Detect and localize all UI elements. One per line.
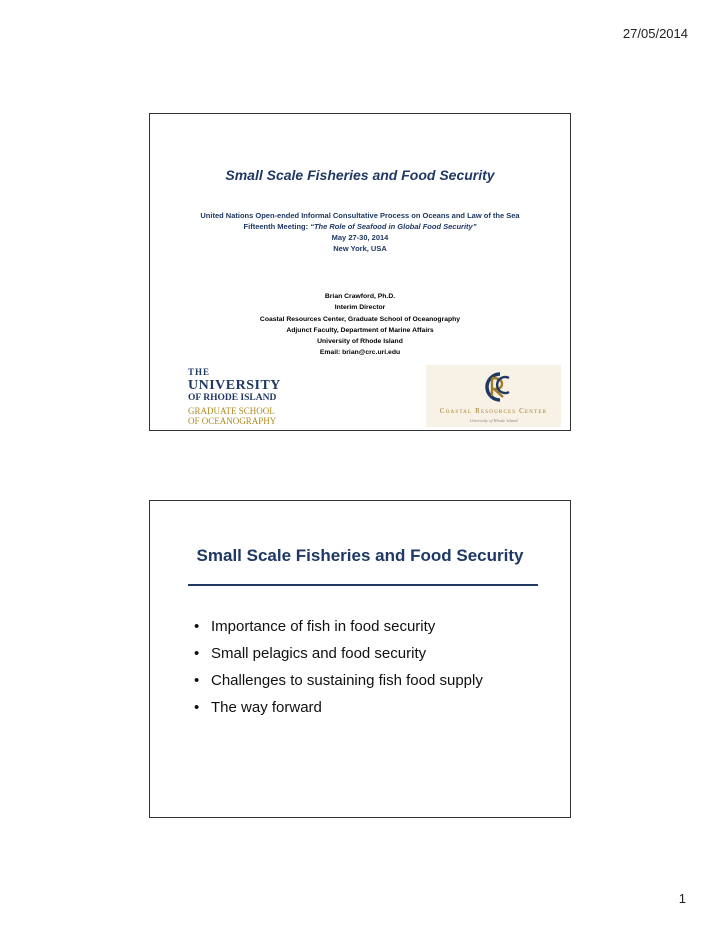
list-item-text: Importance of fish in food security — [211, 618, 436, 635]
uri-logo-line5: OF OCEANOGRAPHY — [188, 415, 277, 426]
page-number: 1 — [678, 891, 686, 906]
uri-gso-logo — [188, 368, 281, 426]
list-item — [194, 667, 483, 694]
event-location: New York, USA — [333, 244, 387, 253]
page-date: 27/05/2014 — [622, 26, 688, 41]
event-line1: United Nations Open-ended Informal Consultative Process on Oceans and Law of the Sea — [200, 211, 520, 220]
bullet-list — [194, 613, 483, 721]
bullet-icon: • — [194, 645, 200, 662]
event-date: May 27-30, 2014 — [331, 233, 389, 242]
event-line2 — [150, 221, 570, 232]
author-university: University of Rhode Island — [317, 338, 403, 346]
uri-logo-line2: UNIVERSITY — [188, 378, 281, 393]
author-info — [150, 291, 570, 359]
crc-name: Coastal Resources Center — [439, 407, 548, 415]
event-theme: “The Role of Seafood in Global Food Security” — [310, 222, 477, 231]
slide1-title: Small Scale Fisheries and Food Security — [225, 167, 495, 183]
crc-emblem-icon — [478, 369, 512, 405]
crc-subtitle: University of Rhode Island — [469, 418, 518, 423]
list-item — [194, 694, 483, 721]
author-role: Interim Director — [334, 304, 386, 312]
author-name: Brian Crawford, Ph.D. — [324, 293, 396, 300]
author-email: Email: brian@crc.uri.edu — [319, 349, 401, 357]
author-affiliation: Coastal Resources Center, Graduate School of Oceanography — [259, 315, 461, 323]
bullet-icon: • — [194, 699, 200, 716]
list-item-text: The way forward — [211, 699, 322, 716]
uri-logo-line4: GRADUATE SCHOOL — [188, 405, 275, 416]
list-item-text: Challenges to sustaining fish food supply — [211, 672, 483, 689]
crc-logo — [426, 365, 561, 427]
bullet-icon: • — [194, 672, 200, 689]
uri-logo-line1: THE — [188, 367, 211, 377]
event-info — [150, 210, 570, 254]
list-item — [194, 613, 483, 640]
list-item — [194, 640, 483, 667]
author-adjunct: Adjunct Faculty, Department of Marine Affairs — [286, 326, 434, 334]
list-item-text: Small pelagics and food security — [211, 645, 427, 662]
slide-overview — [149, 500, 571, 818]
title-underline — [188, 584, 538, 586]
bullet-icon: • — [194, 618, 200, 635]
event-line2-prefix: Fifteenth Meeting: — [243, 222, 311, 231]
uri-logo-line3: OF RHODE ISLAND — [188, 393, 277, 403]
slide-title-page — [149, 113, 571, 431]
slide2-title: Small Scale Fisheries and Food Security — [196, 546, 524, 565]
